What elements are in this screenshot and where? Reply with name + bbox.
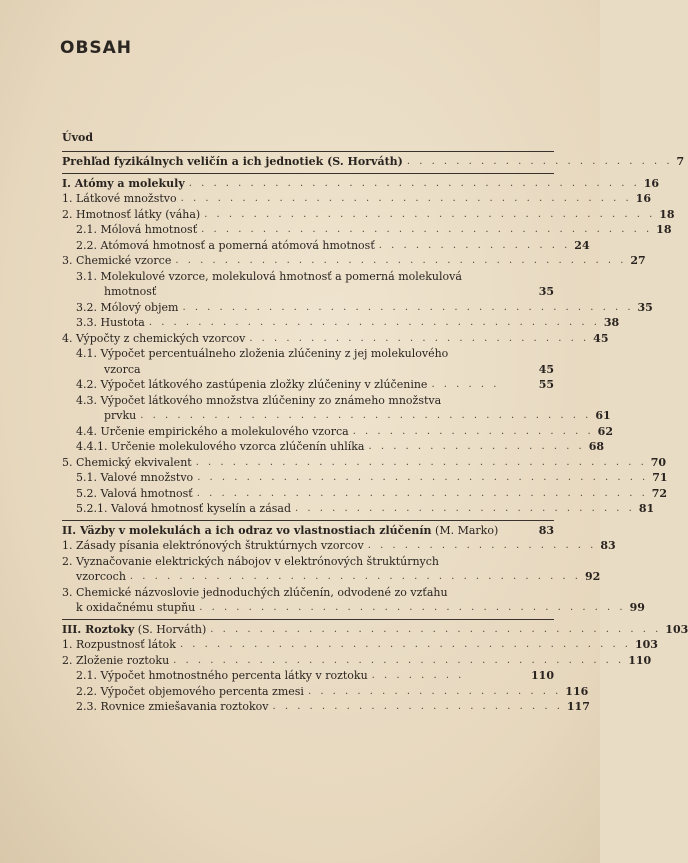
leader-dots: . . . . . . . . . . . . . . . . . . . . . . . . . . . . . . . . . . . . . [180, 193, 632, 204]
toc-entry [62, 501, 655, 517]
toc-entry [62, 684, 589, 700]
toc-entry-title: 3.1. Molekulové vzorce, molekulová hmotnosť a pomerná molekulová [76, 269, 462, 283]
toc-entry-title: 2. Vyznačovanie elektrických nábojov v elektrónových štruktúrnych [62, 554, 440, 568]
toc-entry [62, 439, 605, 455]
toc-entry-page: 103 [634, 638, 658, 651]
toc-entry [62, 191, 651, 207]
leader-dots: . . . . . . . . . . . . . . . . . . . . . . . . . . . . . . . . . . . . . [204, 208, 656, 220]
toc-entry-title: 4.2. Výpočet látkového zastúpenia zložky zlúčeniny v zlúčenine [76, 378, 428, 391]
toc-entry [62, 154, 685, 170]
leader-dots: . . . . . . . . . . . . . . . . . . . . . [307, 685, 562, 697]
leader-dots: . . . . . . . . . . . . . . . . . . . . . . . . [272, 701, 563, 712]
leader-dots: . . . . . . . . . . . . . . . . . . . . . . . . . . . . . . . . . . . . . [179, 639, 631, 650]
toc-entry-title: 3.2. Mólový objem [76, 300, 179, 314]
toc-entry [62, 284, 554, 300]
toc-entry-title: 3. Chemické názvoslovie jednoduchých zlúčenín, odvodené zo vzťahu [62, 585, 448, 599]
leader-dots: . . . . . . . . . . . . . . . . . . . . . . . . . . . . . . . . . . . . . [129, 571, 581, 582]
toc-entry-page: 45 [593, 331, 609, 345]
chapter-author: (S. Horváth) [137, 622, 207, 636]
toc-entry [62, 408, 611, 424]
chapter-title: III. Roztoky [62, 622, 135, 636]
toc-entry [62, 699, 590, 715]
leader-dots: . . . . . . . . . . . . . . . . . . . . . . [406, 156, 673, 167]
leader-dots: . . . . . . . . . . . . . . . . . . . . . . . . . . . . [249, 332, 590, 344]
leader-dots: . . . . . . . . . . . . . . . . . . . . . . . . . . . . . . . . . . . . . [175, 255, 627, 266]
toc-entry [62, 207, 675, 223]
leader-dots: . . . . . . . . . . . . . . . . . . . . . . . . . . . . . . . . . . . . . [182, 301, 634, 313]
leader-dots: . . . . . . . . . . . . . . . . . . . . . . . . . . . . . . . . . . . [199, 602, 626, 613]
toc-entry-page: 117 [566, 700, 590, 713]
toc-entry-title: I. Atómy a molekuly [62, 176, 185, 190]
leader-dots: . . . . . . . . . . . . . . . . . . . . [352, 425, 594, 437]
toc-entry-page: 16 [635, 192, 651, 205]
toc-entry [62, 377, 554, 393]
toc-entry-page: 61 [595, 409, 611, 422]
page-title: OBSAH [60, 38, 133, 58]
toc-entry-title: 1. Rozpustnosť látok [62, 638, 176, 651]
toc-entry-title: 4.1. Výpočet percentuálneho zloženia zlúčeniny z jej molekulového [76, 347, 449, 360]
toc-entry-page: 16 [643, 176, 660, 190]
toc-entry-title [62, 523, 498, 539]
toc-entry [62, 538, 616, 554]
toc-entry-page: 45 [538, 362, 554, 376]
toc-entry [62, 668, 554, 684]
toc-entry-page: 110 [531, 669, 554, 682]
toc-entry [62, 253, 646, 269]
toc-entry-title: 4.4. Určenie empirického a molekulového vzorca [76, 424, 349, 438]
leader-dots: . . . . . . . . . . . . . . . . . . . . . . . . . . . . . . . . . . . . . [148, 317, 600, 328]
toc-entry [62, 424, 613, 440]
toc-entry-page: 62 [597, 424, 613, 438]
toc-entry-title: prvku [104, 409, 137, 422]
leader-dots: . . . . . . . . . . . . . . . . . . . . . . . . . . . . . . . . . . . . . [196, 487, 648, 499]
toc-entry-page: 81 [638, 502, 655, 515]
toc-entry-title: 3.3. Hustota [76, 316, 145, 329]
toc-entry-title: hmotnosť [104, 285, 157, 298]
toc-entry-page: 83 [538, 523, 554, 537]
toc-entry-title: Prehľad fyzikálnych veličín a ich jednotiek (S. Horváth) [62, 155, 403, 168]
toc-entry-title: 1. Látkové množstvo [62, 192, 177, 205]
divider [62, 520, 554, 521]
leader-dots: . . . . . . . . . . . . . . . . [378, 239, 571, 251]
toc-entry-page: 99 [629, 601, 645, 614]
toc-entry-page: 103 [665, 622, 688, 636]
toc-entry [62, 523, 554, 539]
toc-entry [62, 600, 645, 616]
toc-entry [62, 176, 660, 192]
leader-dots: . . . . . . . . . . . . . . . . . . . . . . . . . . . . . . . . . . . . . [188, 177, 640, 189]
chapter-title: II. Väzby v molekulách a ich odraz vo vlastnostiach zlúčenín [62, 523, 432, 537]
toc-entry [62, 362, 554, 378]
leader-dots: . . . . . . . . . . . . . . . . . . . . . . . . . . . . . . . . . . . . . [195, 456, 647, 468]
leader-dots: . . . . . . . . . . . . . . . . . . . . . . . . . . . . . . . . . . . . . [210, 623, 662, 635]
toc-entry-title: 1. Zásady písania elektrónových štruktúrnych vzorcov [62, 539, 364, 552]
toc-entry-title: 2.1. Mólová hmotnosť [76, 223, 198, 236]
toc-entry-title: 5. Chemický ekvivalent [62, 455, 192, 469]
toc-entry-page: 18 [656, 223, 672, 236]
leader-dots: . . . . . . . . [371, 670, 465, 681]
toc-entry-title: 2. Hmotnosť látky (váha) [62, 207, 201, 221]
toc-entry-page: 83 [600, 539, 616, 552]
chapter-author: (M. Marko) [435, 523, 499, 537]
toc-entry-page: 71 [652, 471, 668, 484]
toc-entry-title: 2. Zloženie roztoku [62, 653, 170, 667]
toc-entry [62, 455, 667, 471]
toc-entry-title: 2.3. Rovnice zmiešavania roztokov [76, 700, 269, 713]
toc-entry-page: 92 [584, 570, 601, 583]
toc-entry [62, 331, 609, 347]
toc-entry-page: 70 [650, 455, 667, 469]
toc-entry-page: 68 [588, 440, 605, 453]
toc-entry-title: vzorcoch [76, 570, 126, 583]
toc-entry-title: 5.1. Valové množstvo [76, 471, 194, 484]
toc-entry-page: 18 [659, 207, 675, 221]
toc-entry-title: vzorca [104, 362, 141, 376]
toc-entry-page: 7 [676, 155, 685, 168]
leader-dots: . . . . . . . . . . . . . . . . . . . . . . . . . . . . [295, 503, 635, 514]
toc-entry-title: 3. Chemické vzorce [62, 254, 172, 267]
toc-entry-page: 72 [651, 486, 668, 500]
leader-dots: . . . . . . . . . . . . . . . . . . . . . . . . . . . . . . . . . . . . . [197, 472, 649, 483]
toc-entry-title: k oxidačnému stupňu [76, 601, 196, 614]
toc-entry-page: 110 [628, 653, 652, 667]
toc-uvod: Úvod [62, 131, 94, 144]
toc-entry-title: 5.2.1. Valová hmotnosť kyselín a zásad [76, 502, 292, 515]
leader-dots: . . . . . . . . . . . . . . . . . . . . . . . . . . . . . . . . . . . . . [173, 654, 625, 666]
toc-entry-page: 27 [630, 254, 646, 267]
toc-entry [62, 470, 668, 486]
leader-dots: . . . . . . . . . . . . . . . . . . . . . . . . . . . . . . . . . . . . . [140, 410, 592, 421]
leader-dots: . . . . . . . . . . . . . . . . . . . . . . . . . . . . . . . . . . . . . [201, 224, 653, 235]
leader-dots: . . . . . . . . . . . . . . . . . . [368, 441, 585, 452]
toc-entry-page: 38 [603, 316, 620, 329]
toc-entry [62, 486, 668, 502]
divider [62, 173, 554, 174]
toc-entry-page: 55 [538, 378, 554, 391]
toc-entry-title [62, 622, 206, 638]
toc-entry [62, 222, 672, 238]
toc-entry-page: 35 [538, 285, 554, 298]
toc-entry-title: 5.2. Valová hmotnosť [76, 486, 193, 500]
toc-entry [62, 653, 652, 669]
toc-entry [62, 238, 590, 254]
leader-dots: . . . . . . . . . . . . . . . . . . . [367, 540, 597, 551]
toc-entry-title: 4.3. Výpočet látkového množstva zlúčeniny zo známeho množstva [76, 393, 442, 407]
toc-entry [62, 315, 620, 331]
toc-entry [62, 637, 658, 653]
toc-entry-title: 4. Výpočty z chemických vzorcov [62, 331, 246, 345]
divider [62, 619, 554, 620]
table-of-contents [62, 130, 688, 715]
toc-entry-page: 24 [574, 238, 590, 252]
toc-entry-page: 116 [565, 684, 589, 698]
divider [62, 151, 554, 152]
toc-entry [62, 569, 601, 585]
leader-dots: . . . . . . [431, 379, 500, 390]
toc-entry-title: 2.2. Atómová hmotnosť a pomerná atómová hmotnosť [76, 238, 375, 252]
toc-entry-page: 35 [637, 300, 653, 314]
toc-entry [62, 300, 653, 316]
toc-entry [62, 622, 688, 638]
toc-entry-title: 2.1. Výpočet hmotnostného percenta látky v roztoku [76, 669, 368, 682]
toc-entry-title: 4.4.1. Určenie molekulového vzorca zlúčenín uhlíka [76, 440, 365, 453]
toc-entry-title: 2.2. Výpočet objemového percenta zmesi [76, 684, 304, 698]
